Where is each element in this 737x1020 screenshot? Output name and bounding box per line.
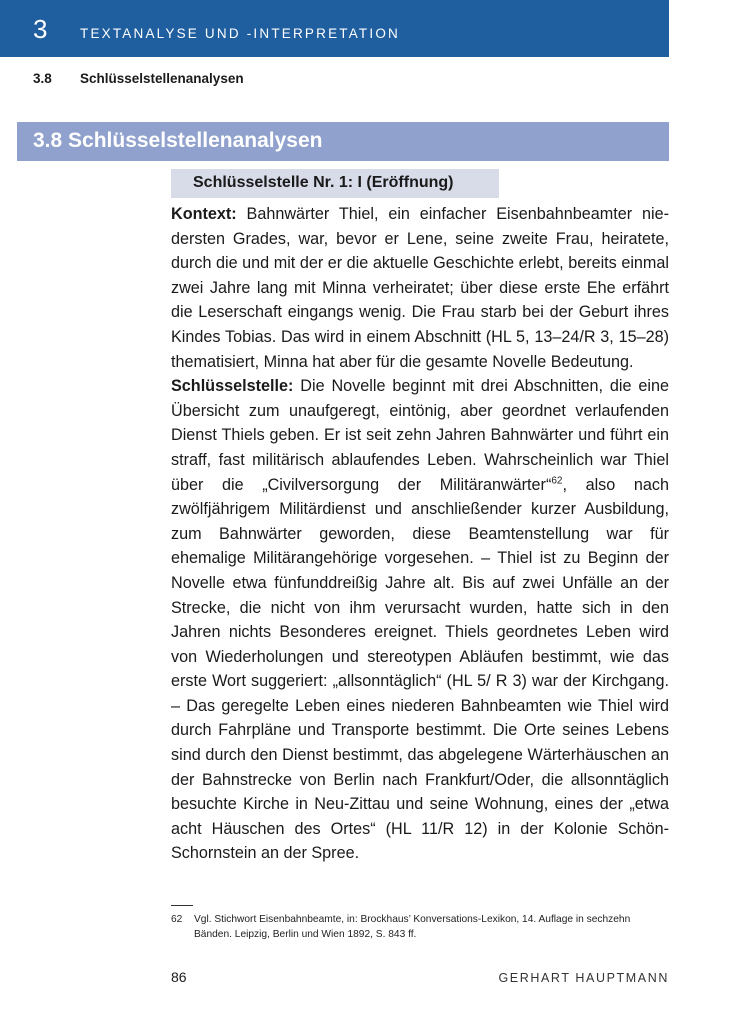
- section-banner: [17, 122, 669, 161]
- section-title: 3.8 Schlüsselstellenanalysen: [33, 129, 323, 152]
- footnote-text: Vgl. Stichwort Eisenbahnbeamte, in: Brockhaus’ Konversations-Lexikon, 14. Auflage in sechzehn Bänden. Leipzig, Berlin und Wien 1892, S. 843 ff.: [194, 914, 631, 940]
- book-author: GERHART HAUPTMANN: [498, 971, 669, 985]
- running-head-title: Schlüsselstellenanalysen: [80, 71, 244, 86]
- page-number: 86: [171, 969, 187, 985]
- running-head: [33, 71, 244, 86]
- key-passage-paragraph: [171, 374, 669, 866]
- context-text: Bahnwärter Thiel, ein einfacher Eisenbahnbeamter niedersten Grades, war, bevor er Lene, seine zweite Frau, heiratete, durch die und mit der er die aktuelle Geschichte erlebt, bereits einmal zwei Jahre lang mit Minna verheiratet; über diese erste Ehe erfährt die Leserschaft eingangs wenig. Die Frau starb bei der Geburt ihres Kindes Tobias. Das wird in einem Abschnitt (HL 5, 13–24/R 3, 15–28) thematisiert, Minna hat aber für die gesamte Novelle Bedeutung.: [171, 205, 669, 371]
- running-head-number: 3.8: [33, 71, 52, 86]
- chapter-header-bar: [0, 0, 669, 57]
- context-paragraph: [171, 202, 669, 374]
- footnote-reference[interactable]: 62: [551, 475, 563, 487]
- chapter-title: TEXTANALYSE UND -INTERPRETATION: [80, 26, 400, 41]
- key-passage-text-1: Die Novelle beginnt mit drei Abschnitten, die eine Übersicht zum unaufgeregt, eintönig, aber geordnet verlaufenden Dienst Thiels geben. Er ist seit zehn Jahren Bahnwärter und führt ein straff, fast militärisch ablaufendes Leben. Wahrscheinlich war Thiel über die „Civilversorgung der Militäranwärter“: [171, 377, 669, 494]
- key-passage-heading: [171, 169, 499, 198]
- footnote-number: 62: [171, 914, 183, 925]
- body-text: [171, 202, 669, 866]
- footnote-divider: [171, 905, 193, 906]
- key-passage-inline-label: Schlüsselstelle:: [171, 377, 294, 396]
- key-passage-label: Schlüsselstelle Nr. 1: I (Eröffnung): [193, 174, 454, 191]
- footnote: [171, 913, 669, 942]
- chapter-number: 3: [33, 14, 48, 44]
- context-label: Kontext:: [171, 205, 237, 223]
- key-passage-text-2: , also nach zwölfjährigem Militärdienst und anschließender kurzer Ausbildung, zum Bahnwärter geworden, diese Beamtenstellung war für ehemalige Militärangehörige vorgesehen. – Thiel ist zu Beginn der Novelle etwa fünfunddreißig Jahre alt. Bis auf zwei Unfälle an der Strecke, die nicht von ihm verursacht wurden, hatte sich in den Jahren nichts Besonderes ereignet. Thiels geordnetes Leben wird von Wiederholungen und stereotypen Abläufen bestimmt, wie das erste Wort suggeriert: „allsonntäglich“ (HL 5/ R 3) war der Kirchgang. – Das geregelte Leben eines niederen Bahnbeamten wie Thiel wird durch Fahrpläne und Transporte bestimmt. Die Orte seines Lebens sind durch den Dienst bestimmt, das abgelegene Wärterhäuschen an der Bahnstrecke von Berlin nach Frankfurt/Oder, die allsonntäglich besuchte Kirche in Neu-Zittau und seine Wohnung, eines der „etwa acht Häuschen des Ortes“ (HL 11/R 12) in der Kolonie Schön-Schornstein an der Spree.: [171, 475, 669, 863]
